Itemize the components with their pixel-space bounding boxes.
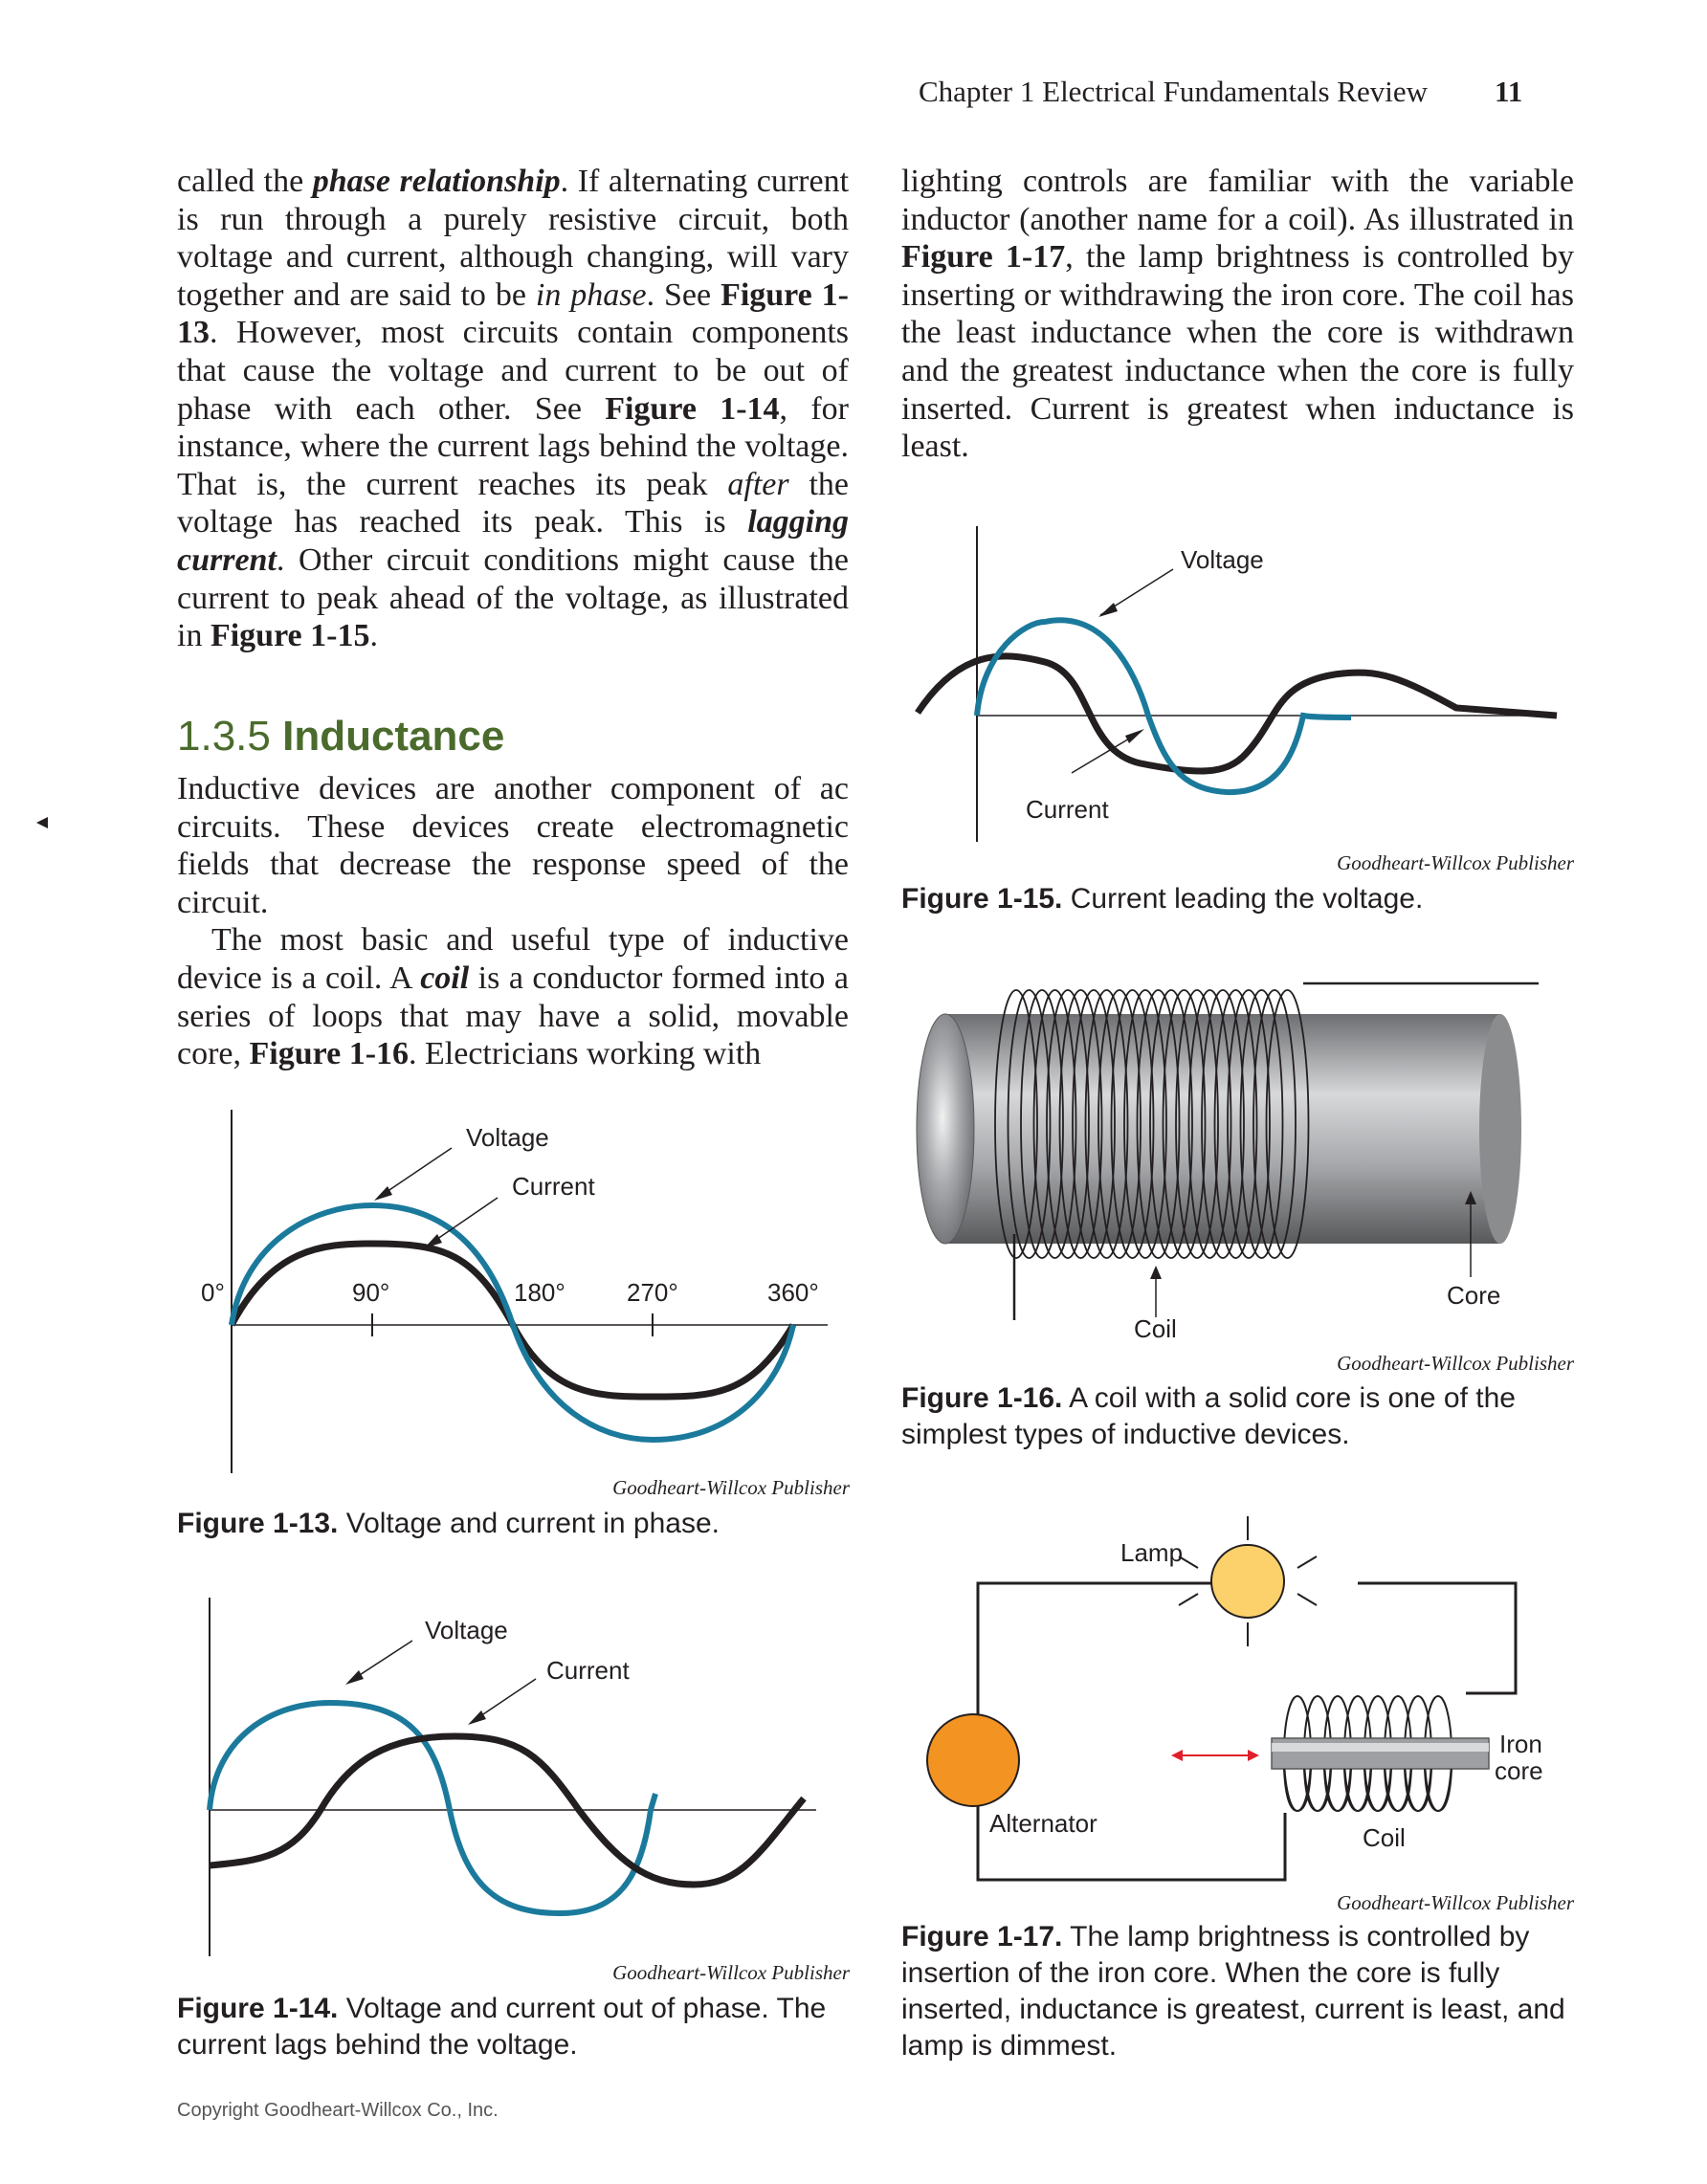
voltage-label: Voltage — [425, 1616, 508, 1644]
figure-label: Figure 1-15. — [901, 883, 1063, 915]
coil-label: Coil — [1363, 1823, 1406, 1852]
tick-90: 90° — [352, 1278, 390, 1307]
figure-ref: Figure 1-14 — [605, 390, 780, 427]
term-lagging-current: lagging current — [177, 504, 849, 578]
figure-1-14-credit: Goodheart-Willcox Publisher — [612, 1961, 850, 1984]
section-heading — [177, 713, 504, 761]
left-column-lower — [177, 770, 849, 1073]
iron-core — [1272, 1738, 1489, 1769]
current-label: Current — [512, 1172, 595, 1201]
text: . Electricians working with — [409, 1036, 762, 1072]
running-head — [919, 75, 1588, 109]
voltage-curve — [918, 656, 1557, 771]
figure-1-15-credit: Goodheart-Willcox Publisher — [1337, 851, 1574, 874]
alternator — [927, 1714, 1019, 1806]
core-label: core — [1495, 1756, 1543, 1785]
figure-1-16-credit: Goodheart-Willcox Publisher — [1337, 1352, 1574, 1375]
caption-text: The lamp brightness is controlled by insertion of the iron core. When the core is fully inserted, inductance is greatest, current is least, and lamp is dimmest. — [901, 1921, 1565, 2062]
core-end-right — [1479, 1014, 1521, 1244]
tick-180: 180° — [514, 1278, 565, 1307]
caption-text: A coil with a solid core is one of the simplest types of inductive devices. — [901, 1382, 1516, 1450]
text: . If alternating current is run through a purely resistive circuit, both voltage and current, although changing, will vary together and are said to be — [177, 164, 850, 313]
paragraph-variable-inductor — [901, 163, 1574, 466]
paragraph-phase — [177, 163, 849, 655]
paragraph-coil — [177, 921, 849, 1072]
caption-text: Voltage and current in phase. — [338, 1508, 720, 1539]
current-label: Current — [546, 1656, 630, 1685]
figure-ref: Figure 1-13 — [177, 276, 850, 351]
figure-1-13-credit: Goodheart-Willcox Publisher — [612, 1476, 850, 1499]
tick-0: 0° — [201, 1278, 225, 1307]
text: . — [369, 618, 378, 654]
figure-1-15-caption — [901, 881, 1574, 917]
chapter-title: Chapter 1 Electrical Fundamentals Review — [919, 75, 1428, 108]
text: The most basic and useful type of inductive device is a coil. A — [177, 922, 849, 996]
lamp-label: Lamp — [1120, 1538, 1184, 1567]
page-number: 11 — [1495, 75, 1523, 108]
section-title: Inductance — [282, 713, 505, 760]
voltage-curve — [232, 1205, 793, 1440]
text: , for instance, where the current lags behind the voltage. That is, the current reaches its peak — [177, 390, 849, 502]
emphasis: after — [727, 466, 789, 502]
alternator-label: Alternator — [989, 1809, 1097, 1838]
text: is a conductor formed into a series of loops that may have a solid, movable core, — [177, 960, 849, 1072]
lamp-bulb — [1211, 1545, 1284, 1618]
figure-1-16-diagram — [901, 971, 1581, 1354]
text: . See — [646, 276, 721, 313]
figure-ref: Figure 1-16 — [249, 1036, 410, 1072]
voltage-label: Voltage — [1181, 545, 1264, 574]
figure-1-14-caption — [177, 1991, 850, 2063]
text: . Other circuit conditions might cause the current to peak ahead of the voltage, as illustrated in — [177, 541, 849, 654]
figure-label: Figure 1-14. — [177, 1993, 339, 2024]
figure-1-17-diagram — [901, 1497, 1581, 1889]
tick-270: 270° — [627, 1278, 678, 1307]
text: called the — [177, 164, 313, 199]
circuit-wire-right — [1358, 1583, 1516, 1693]
figure-1-15-diagram — [901, 517, 1581, 847]
text: lighting controls are familiar with the variable inductor (another name for a coil). As illustrated in — [901, 164, 1574, 237]
section-number: 1.3.5 — [177, 713, 283, 760]
core-label: Core — [1447, 1281, 1501, 1310]
text: . However, most circuits contain components that cause the voltage and current to be out of phase with each other. See — [177, 315, 849, 427]
text: , the lamp brightness is controlled by inserting or withdrawing the iron core. The coil has the least inductance when the core is withdrawn and the greatest inductance when the core is fully inserted. Current is greatest when inductance is least. — [901, 239, 1575, 465]
core-end-left — [917, 1014, 974, 1244]
current-label: Current — [1026, 795, 1109, 824]
figure-label: Figure 1-16. — [901, 1382, 1063, 1414]
figure-1-14-diagram — [177, 1593, 856, 1961]
figure-ref: Figure 1-15 — [210, 618, 370, 654]
copyright: Copyright Goodheart-Willcox Co., Inc. — [177, 2100, 499, 2121]
figure-1-17-caption — [901, 1919, 1574, 2064]
paragraph-inductive: Inductive devices are another component of ac circuits. These devices create electromagnetic fields that decrease the response speed of the circuit. — [177, 771, 849, 920]
figure-label: Figure 1-17. — [901, 1921, 1063, 1952]
tick-360: 360° — [767, 1278, 819, 1307]
term-phase-relationship: phase relationship — [312, 164, 561, 199]
figure-label: Figure 1-13. — [177, 1508, 339, 1539]
term-coil: coil — [420, 960, 470, 996]
margin-marker — [36, 817, 48, 828]
caption-text: Voltage and current out of phase. The current lags behind the voltage. — [177, 1993, 827, 2061]
voltage-label: Voltage — [466, 1123, 549, 1152]
left-column — [177, 163, 849, 655]
figure-1-16-caption — [901, 1380, 1574, 1453]
caption-text: Current leading the voltage. — [1062, 883, 1424, 915]
figure-1-13-diagram — [177, 1110, 856, 1473]
iron-label: Iron — [1499, 1730, 1542, 1758]
core-cylinder — [945, 1014, 1500, 1244]
coil-label: Coil — [1134, 1314, 1177, 1343]
emphasis: in phase — [535, 276, 647, 313]
figure-1-13-caption — [177, 1506, 850, 1542]
figure-1-17-credit: Goodheart-Willcox Publisher — [1337, 1891, 1574, 1914]
right-column — [901, 163, 1574, 466]
text: the voltage has reached its peak. This is — [177, 466, 850, 540]
figure-ref: Figure 1-17 — [901, 239, 1066, 276]
